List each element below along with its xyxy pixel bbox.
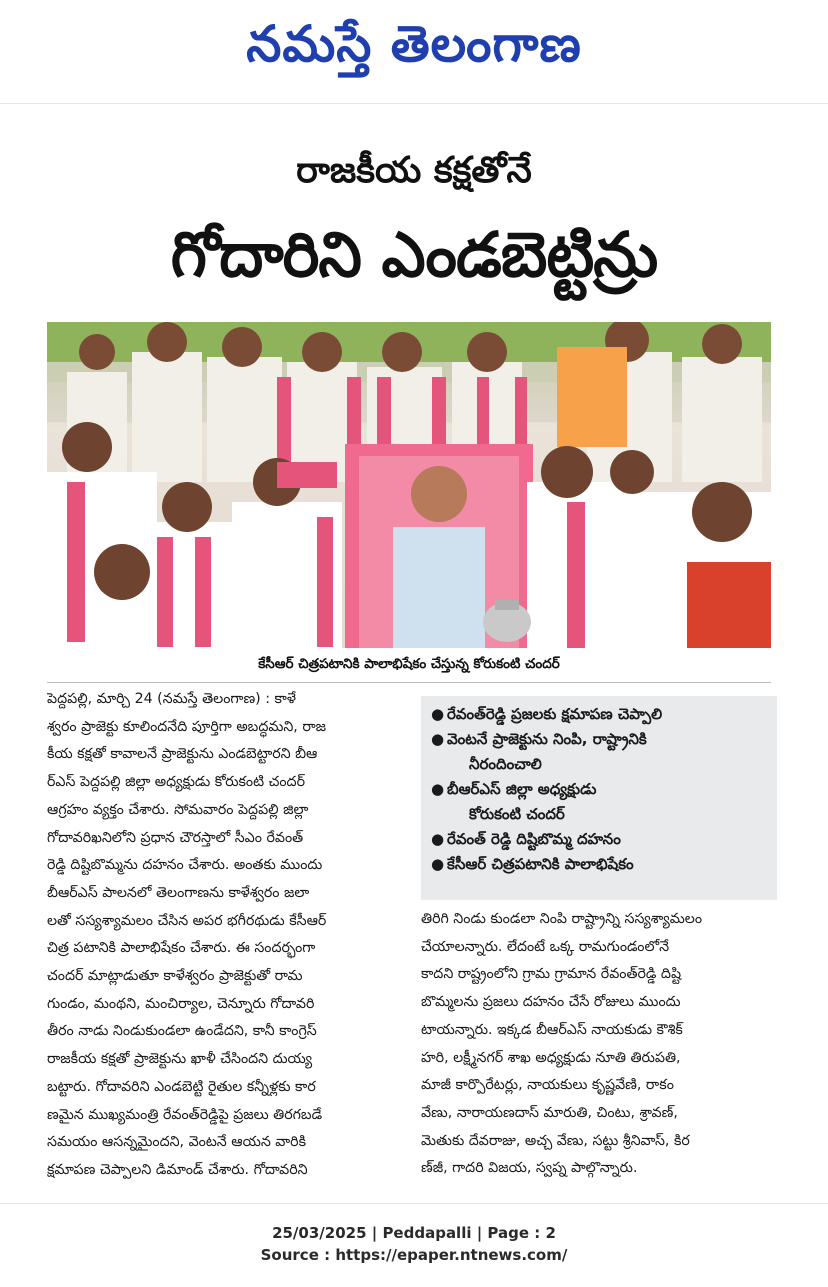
highlight-item <box>431 702 662 727</box>
body-line: రెడ్డి దిష్టిబొమ్మను దహనం చేశారు. అంతకు ముందు <box>47 857 323 874</box>
body-line: ఆగ్రహం వ్యక్తం చేశారు. సోమవారం పెద్దపల్లి జిల్లా <box>47 801 309 818</box>
highlight-item <box>431 777 662 827</box>
bullet-icon: ● <box>431 855 445 873</box>
body-line: క్షమాపణ చెప్పాలని డిమాండ్ చేశారు. గోదావరిని <box>47 1161 308 1178</box>
article-headline: గోదారిని ఎండబెట్టిన్రు <box>170 218 658 291</box>
body-line: మాజీ కార్పొరేటర్లు, నాయకులు కృష్ణవేణి, రాకం <box>421 1077 674 1094</box>
highlight-line: నీరందించాలి <box>469 755 542 773</box>
page-footer <box>0 1222 828 1266</box>
photo-caption: కేసీఆర్ చిత్రపటానికి పాలాభిషేకం చేస్తున్న కోరుకంటి చందర్ <box>258 656 560 672</box>
highlight-line: రేవంత్‌రెడ్డి ప్రజలకు క్షమాపణ చెప్పాలి <box>447 705 663 723</box>
body-line: రాజకీయ కక్షతో ప్రాజెక్టును ఖాళీ చేసిందని దుయ్య <box>47 1051 313 1068</box>
footer-edition-info: 25/03/2025 | Peddapalli | Page : 2 <box>272 1224 556 1242</box>
masthead-divider <box>0 103 828 104</box>
highlights-list <box>431 702 662 877</box>
body-line: లతో సస్యశ్యామలం చేసిన అపర భగీరథుడు కేసీఆర్ <box>47 912 327 929</box>
body-line: బొమ్మలను ప్రజలు దహనం చేసే రోజులు ముందు <box>421 994 681 1011</box>
highlight-item <box>431 852 662 877</box>
bullet-icon: ● <box>431 730 445 748</box>
article-body-left <box>47 686 411 1185</box>
body-line: మెతుకు దేవరాజు, అచ్చ వేణు, సట్టు శ్రీనివాస్, కిర <box>421 1132 690 1149</box>
article-kicker: రాజకీయ కక్షతోనే <box>296 150 532 191</box>
body-line: తిరిగి నిండు కుండలా నింపి రాష్ట్రాన్ని సస్యశ్యామలం <box>421 911 703 927</box>
body-line: చేయాలన్నారు. లేదంటే ఒక్క రామగుండంలోనే <box>421 938 670 955</box>
protest-photo-illustration <box>47 322 771 648</box>
masthead <box>0 0 828 100</box>
body-line: బీఆర్ఎస్ పాలనలో తెలంగాణను కాళేశ్వరం జలా <box>47 884 310 901</box>
highlights-box <box>421 696 777 900</box>
highlight-line: వెంటనే ప్రాజెక్టును నింపి, రాష్ట్రానికి <box>447 730 647 748</box>
body-line: చందర్ మాట్లాడుతూ కాళేశ్వరం ప్రాజెక్టుతో రామ <box>47 968 303 985</box>
body-line: చిత్ర పటానికి పాలాభిషేకం చేశారు. ఈ సందర్భంగా <box>47 940 316 957</box>
article-body-right <box>421 906 779 1183</box>
highlight-line: కోరుకంటి చందర్ <box>469 805 565 823</box>
footer-source-link[interactable]: Source : https://epaper.ntnews.com/ <box>260 1246 568 1264</box>
highlight-item <box>431 727 662 777</box>
body-line: కీయ కక్షతో కావాలనే ప్రాజెక్టును ఎండబెట్టారని బీఆ <box>47 746 318 763</box>
footer-divider <box>0 1203 828 1204</box>
highlight-line: కేసీఆర్ చిత్రపటానికి పాలాభిషేకం <box>447 855 634 873</box>
body-line: కాదని రాష్ట్రంలోని గ్రామ గ్రామాన రేవంత్‌రెడ్డి దిష్టి <box>421 966 682 983</box>
body-line: గోదావరిఖనిలోని ప్రధాన చౌరస్తాలో సీఎం రేవంత్ <box>47 829 304 846</box>
body-line: బట్టారు. గోదావరిని ఎండబెట్టి రైతుల కన్నీళ్లకు కార <box>47 1078 316 1095</box>
body-line: తీరం నాడు నిండుకుండలా ఉండేదని, కానీ కాంగ్రెస్ <box>47 1023 317 1040</box>
news-photo <box>47 322 771 648</box>
bullet-icon: ● <box>431 830 445 848</box>
body-line: పెద్దపల్లి, మార్చి 24 (నమస్తే తెలంగాణ) : కాళే <box>47 691 296 707</box>
caption-divider <box>47 682 771 683</box>
highlight-item <box>431 827 662 852</box>
bullet-icon: ● <box>431 705 445 723</box>
body-line: సమయం ఆసన్నమైందని, వెంటనే ఆయన వారికి <box>47 1134 306 1151</box>
body-line: టాయన్నారు. ఇక్కడ బీఆర్ఎస్ నాయకుడు కౌశిక్ <box>421 1021 683 1038</box>
body-line: శ్వరం ప్రాజెక్టు కూలిందనేది పూర్తిగా అబద్ధమని, రాజ <box>47 718 326 735</box>
body-line: హరి, లక్ష్మీనగర్ శాఖ అధ్యక్షుడు నూతి తిరుపతి, <box>421 1049 681 1066</box>
highlight-line: బీఆర్ఎస్ జిల్లా అధ్యక్షుడు <box>447 780 597 798</box>
body-line: గుండం, మంథని, మంచిర్యాల, చెన్నూరు గోదావరి <box>47 995 315 1012</box>
body-line: వేణు, నారాయణదాస్ మారుతి, చింటు, శ్రావణ్, <box>421 1104 678 1121</box>
bullet-icon: ● <box>431 780 445 798</box>
body-line: ణమైన ముఖ్యమంత్రి రేవంత్‌రెడ్డిపై ప్రజలు తిరగబడే <box>47 1106 323 1123</box>
body-line: ణ్‌జీ, గాదరి విజయ, స్వప్న పాల్గొన్నారు. <box>421 1160 638 1177</box>
highlight-line: రేవంత్ రెడ్డి దిష్టిబొమ్మ దహనం <box>447 830 621 848</box>
newspaper-logo: నమస్తే తెలంగాణ <box>246 14 582 73</box>
body-line: ర్ఎస్ పెద్దపల్లి జిల్లా అధ్యక్షుడు కోరుకంటి చందర్ <box>47 774 305 791</box>
